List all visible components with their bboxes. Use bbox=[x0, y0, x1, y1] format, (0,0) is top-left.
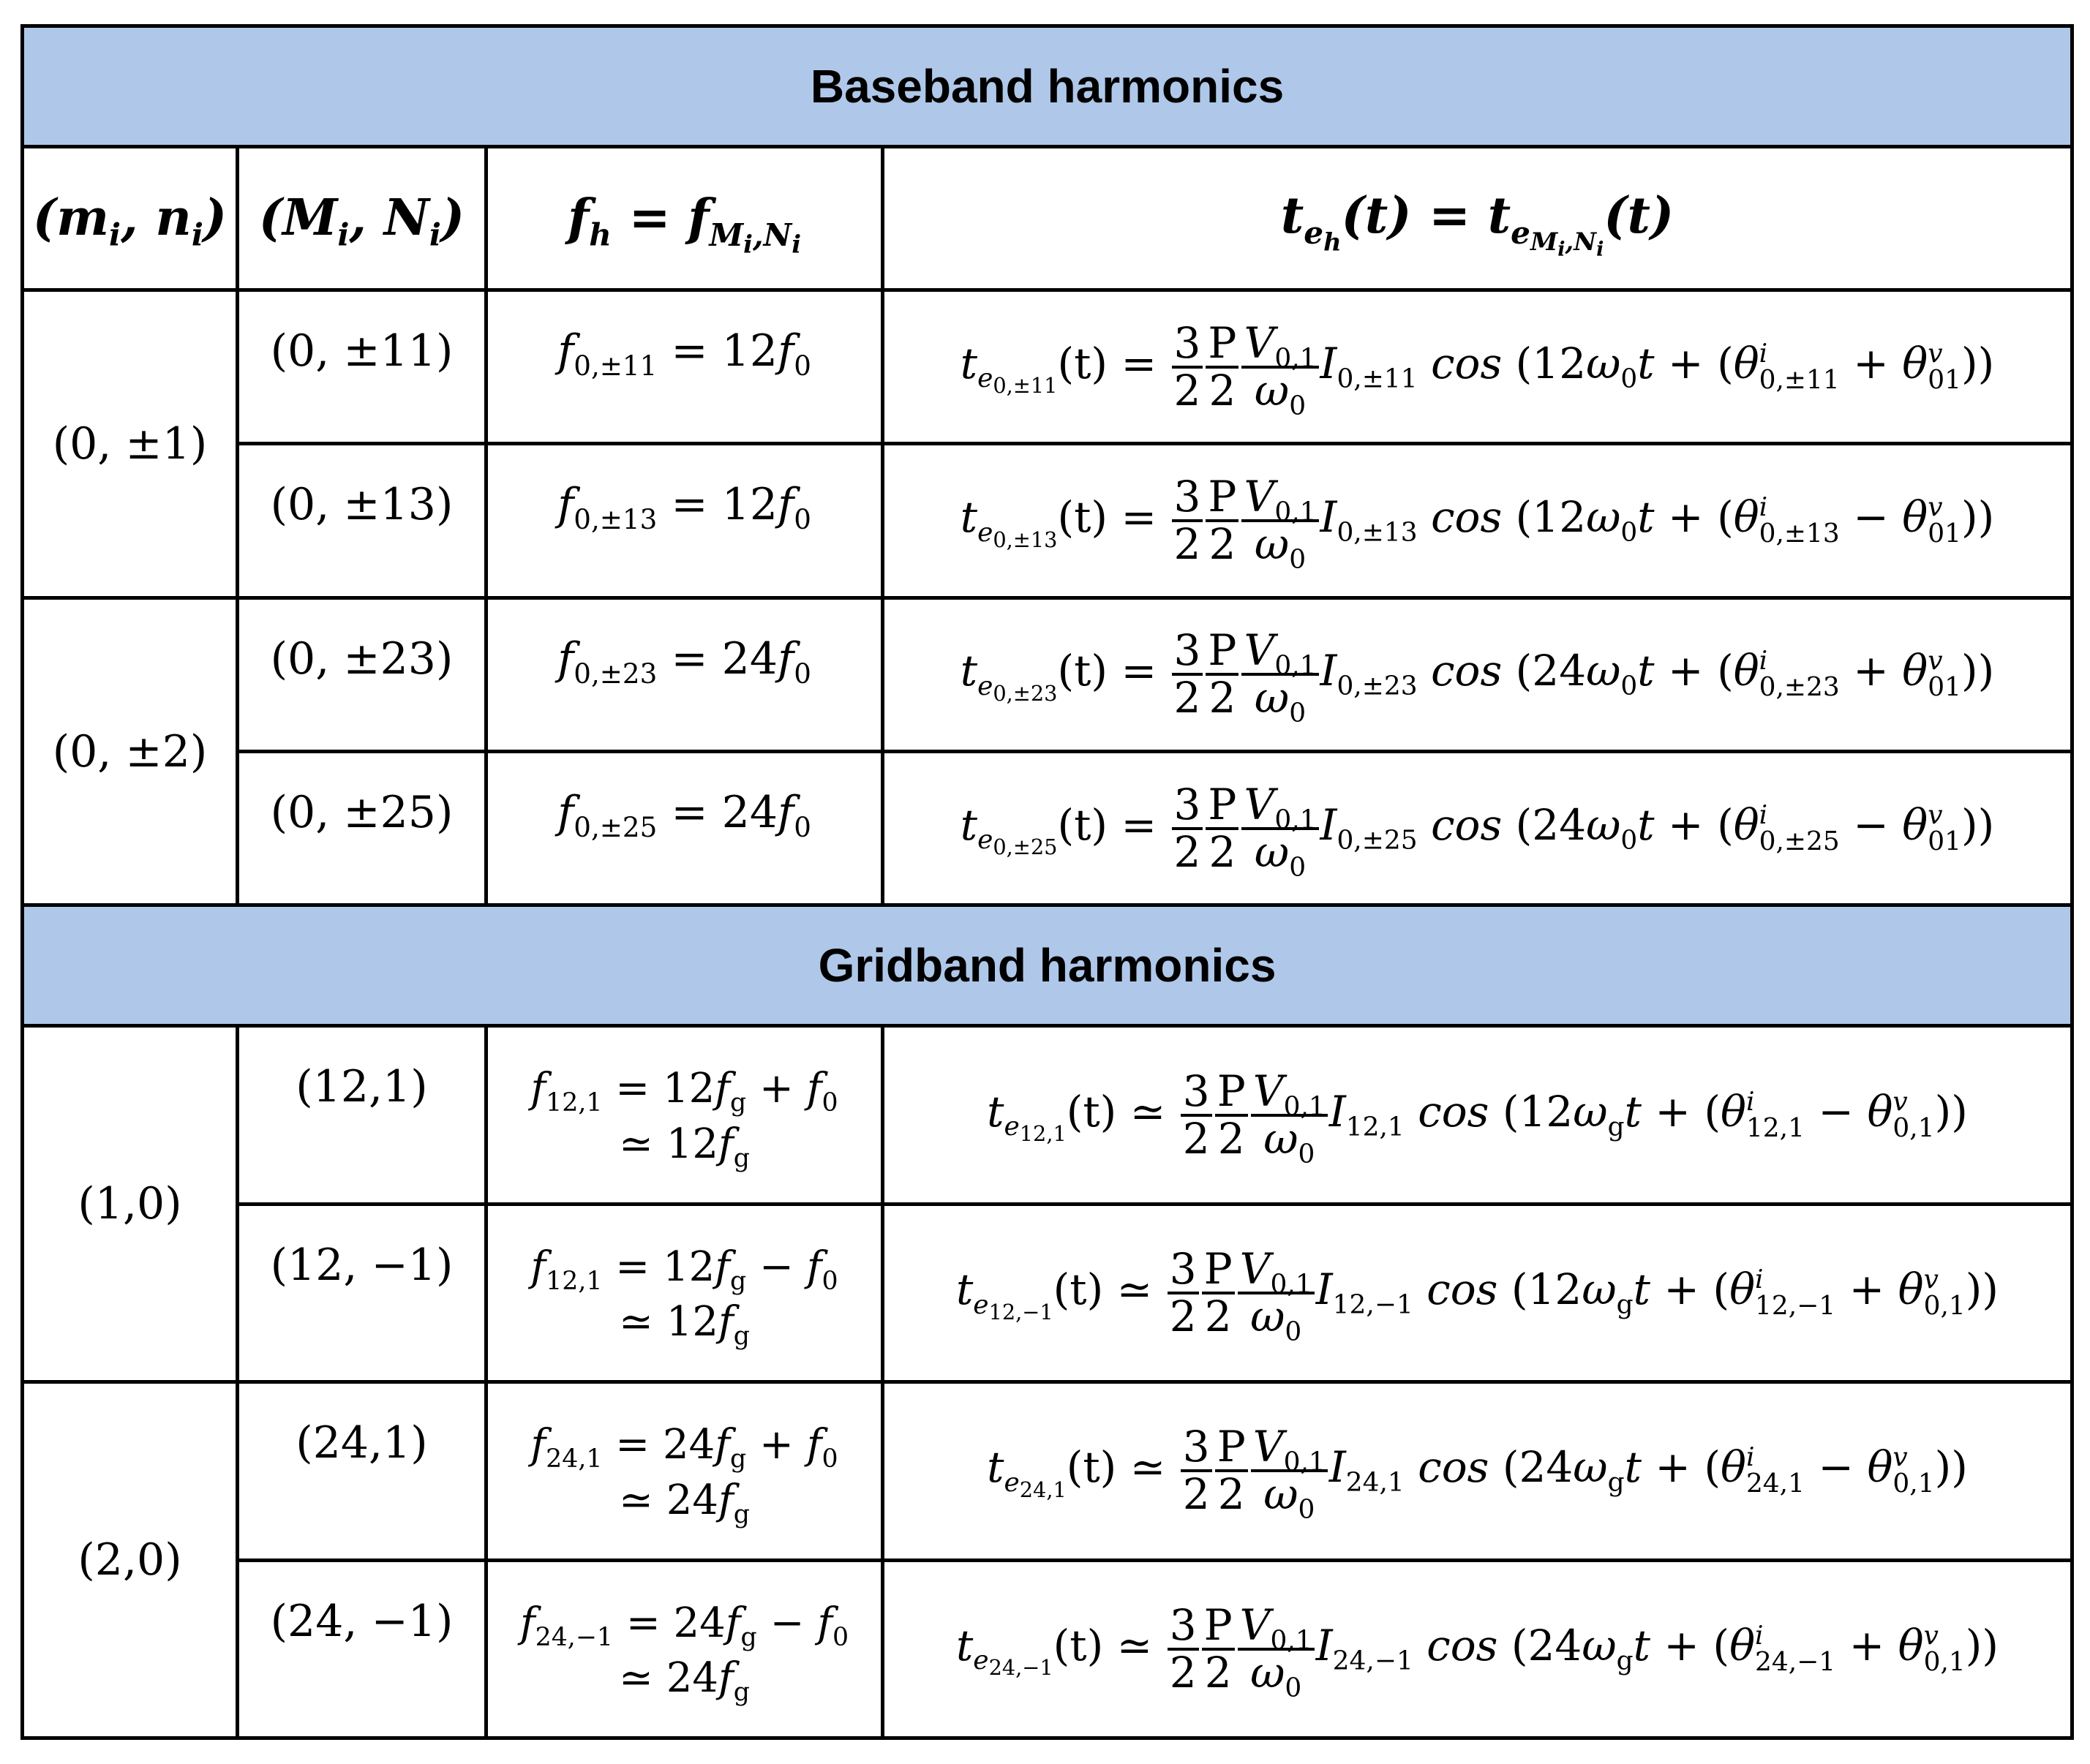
torque-formula: $t_{e_{12,1}}(t)$ ≃ $\frac{3}{2}$ $\frac{P}{2}$ $\frac{V_{0,1}}{\omega_0}$ $I_{12,1}$ $\cos (12\omega_gt + (\theta$ i 12,1 − θ v 0,1 )) bbox=[883, 1026, 2072, 1204]
Mi-Ni-cell: (0, ±13) bbox=[238, 444, 486, 598]
fraction-V-omega: $\frac{V_{0,1}}{\omega_0}$ bbox=[1241, 321, 1318, 413]
fraction-V-omega: $\frac{V_{0,1}}{\omega_0}$ bbox=[1241, 475, 1318, 567]
table-row bbox=[23, 1382, 2072, 1560]
gridband-section-title: Gridband harmonics bbox=[23, 905, 2072, 1026]
frequency-cell: $f_{12,1} = 12f_g + f_0$ ≃ $12f_g$ bbox=[486, 1026, 883, 1204]
fraction-3-2: $\frac{3}{2}$ bbox=[1168, 1247, 1199, 1339]
fraction-P-2: $\frac{P}{2}$ bbox=[1215, 1425, 1248, 1517]
Mi-Ni-cell: (12,1) bbox=[238, 1026, 486, 1204]
fraction-P-2: $\frac{P}{2}$ bbox=[1202, 1247, 1235, 1339]
header-mi-ni: ($m_i$, $n_i$) bbox=[23, 147, 238, 290]
fraction-V-omega: $\frac{V_{0,1}}{\omega_0}$ bbox=[1238, 1603, 1315, 1695]
fraction-V-omega: $\frac{V_{0,1}}{\omega_0}$ bbox=[1251, 1425, 1328, 1517]
header-Mi-Ni: ($M_i$, $N_i$) bbox=[238, 147, 486, 290]
torque-formula: $t_{e_{0,\pm 11}}(t)$ = $\frac{3}{2}$ $\frac{P}{2}$ $\frac{V_{0,1}}{\omega_0}$ $I_{0,\pm 11}$ $\cos (12\omega_0t + (\theta$ i 0,±11 + θ v 01 )) bbox=[883, 290, 2072, 443]
fraction-3-2: $\frac{3}{2}$ bbox=[1181, 1425, 1212, 1517]
fraction-V-omega: $\frac{V_{0,1}}{\omega_0}$ bbox=[1241, 783, 1318, 875]
header-fh: $f_h = f_{M_i,N_i}$ bbox=[486, 147, 883, 290]
mi-ni-cell: (0, ±1) bbox=[23, 290, 238, 598]
table-row bbox=[23, 444, 2072, 598]
table-row bbox=[23, 1560, 2072, 1738]
fraction-P-2: $\frac{P}{2}$ bbox=[1206, 628, 1238, 720]
frequency-cell: $f_{0,\pm 25} = 24f_0$ bbox=[486, 752, 883, 905]
baseband-section-title: Baseband harmonics bbox=[23, 26, 2072, 147]
frequency-cell: $f_{0,\pm 13} = 12f_0$ bbox=[486, 444, 883, 598]
fraction-P-2: $\frac{P}{2}$ bbox=[1206, 475, 1238, 567]
torque-formula: $t_{e_{0,\pm 13}}(t)$ = $\frac{3}{2}$ $\frac{P}{2}$ $\frac{V_{0,1}}{\omega_0}$ $I_{0,\pm 13}$ $\cos (12\omega_0t + (\theta$ i 0,±13 − θ v 01 )) bbox=[883, 444, 2072, 598]
torque-formula: $t_{e_{0,\pm 23}}(t)$ = $\frac{3}{2}$ $\frac{P}{2}$ $\frac{V_{0,1}}{\omega_0}$ $I_{0,\pm 23}$ $\cos (24\omega_0t + (\theta$ i 0,±23 + θ v 01 )) bbox=[883, 598, 2072, 751]
torque-formula: $t_{e_{0,\pm 25}}(t)$ = $\frac{3}{2}$ $\frac{P}{2}$ $\frac{V_{0,1}}{\omega_0}$ $I_{0,\pm 25}$ $\cos (24\omega_0t + (\theta$ i 0,±25 − θ v 01 )) bbox=[883, 752, 2072, 905]
fraction-V-omega: $\frac{V_{0,1}}{\omega_0}$ bbox=[1251, 1069, 1328, 1161]
fraction-V-omega: $\frac{V_{0,1}}{\omega_0}$ bbox=[1238, 1247, 1315, 1339]
fraction-V-omega: $\frac{V_{0,1}}{\omega_0}$ bbox=[1241, 628, 1318, 720]
fraction-P-2: $\frac{P}{2}$ bbox=[1215, 1069, 1248, 1161]
fraction-3-2: $\frac{3}{2}$ bbox=[1168, 1603, 1199, 1695]
fraction-3-2: $\frac{3}{2}$ bbox=[1172, 321, 1203, 413]
harmonics-table bbox=[20, 24, 2074, 1740]
table-row bbox=[23, 752, 2072, 905]
fraction-3-2: $\frac{3}{2}$ bbox=[1172, 475, 1203, 567]
frequency-cell: $f_{24,1} = 24f_g + f_0$ ≃ $24f_g$ bbox=[486, 1382, 883, 1560]
table-row bbox=[23, 1204, 2072, 1382]
fraction-3-2: $\frac{3}{2}$ bbox=[1172, 783, 1203, 875]
mi-ni-cell: (2,0) bbox=[23, 1382, 238, 1738]
frequency-cell: $f_{12,1} = 12f_g - f_0$ ≃ $12f_g$ bbox=[486, 1204, 883, 1382]
Mi-Ni-cell: (24, −1) bbox=[238, 1560, 486, 1738]
table-row bbox=[23, 1026, 2072, 1204]
torque-formula: $t_{e_{24,1}}(t)$ ≃ $\frac{3}{2}$ $\frac{P}{2}$ $\frac{V_{0,1}}{\omega_0}$ $I_{24,1}$ $\cos (24\omega_gt + (\theta$ i 24,1 − θ v 0,1 )) bbox=[883, 1382, 2072, 1560]
frequency-cell: $f_{0,\pm 11} = 12f_0$ bbox=[486, 290, 883, 443]
frequency-cell: $f_{0,\pm 23} = 24f_0$ bbox=[486, 598, 883, 751]
table-body bbox=[23, 26, 2072, 1738]
Mi-Ni-cell: (12, −1) bbox=[238, 1204, 486, 1382]
frequency-cell: $f_{24,-1} = 24f_g - f_0$ ≃ $24f_g$ bbox=[486, 1560, 883, 1738]
header-teh: $t_{e_h}(t) = t_{e_{M_i,N_i}}(t)$ bbox=[883, 147, 2072, 290]
Mi-Ni-cell: (24,1) bbox=[238, 1382, 486, 1560]
mi-ni-cell: (1,0) bbox=[23, 1026, 238, 1382]
fraction-P-2: $\frac{P}{2}$ bbox=[1206, 783, 1238, 875]
fraction-3-2: $\frac{3}{2}$ bbox=[1181, 1069, 1212, 1161]
fraction-P-2: $\frac{P}{2}$ bbox=[1206, 321, 1238, 413]
table-row bbox=[23, 598, 2072, 751]
Mi-Ni-cell: (0, ±25) bbox=[238, 752, 486, 905]
Mi-Ni-cell: (0, ±11) bbox=[238, 290, 486, 443]
Mi-Ni-cell: (0, ±23) bbox=[238, 598, 486, 751]
torque-formula: $t_{e_{24,-1}}(t)$ ≃ $\frac{3}{2}$ $\frac{P}{2}$ $\frac{V_{0,1}}{\omega_0}$ $I_{24,-1}$ $\cos (24\omega_gt + (\theta$ i 24,−1 + θ v 0,1 )) bbox=[883, 1560, 2072, 1738]
fraction-P-2: $\frac{P}{2}$ bbox=[1202, 1603, 1235, 1695]
fraction-3-2: $\frac{3}{2}$ bbox=[1172, 628, 1203, 720]
torque-formula: $t_{e_{12,-1}}(t)$ ≃ $\frac{3}{2}$ $\frac{P}{2}$ $\frac{V_{0,1}}{\omega_0}$ $I_{12,-1}$ $\cos (12\omega_gt + (\theta$ i 12,−1 + θ v 0,1 )) bbox=[883, 1204, 2072, 1382]
table-row bbox=[23, 290, 2072, 443]
mi-ni-cell: (0, ±2) bbox=[23, 598, 238, 905]
